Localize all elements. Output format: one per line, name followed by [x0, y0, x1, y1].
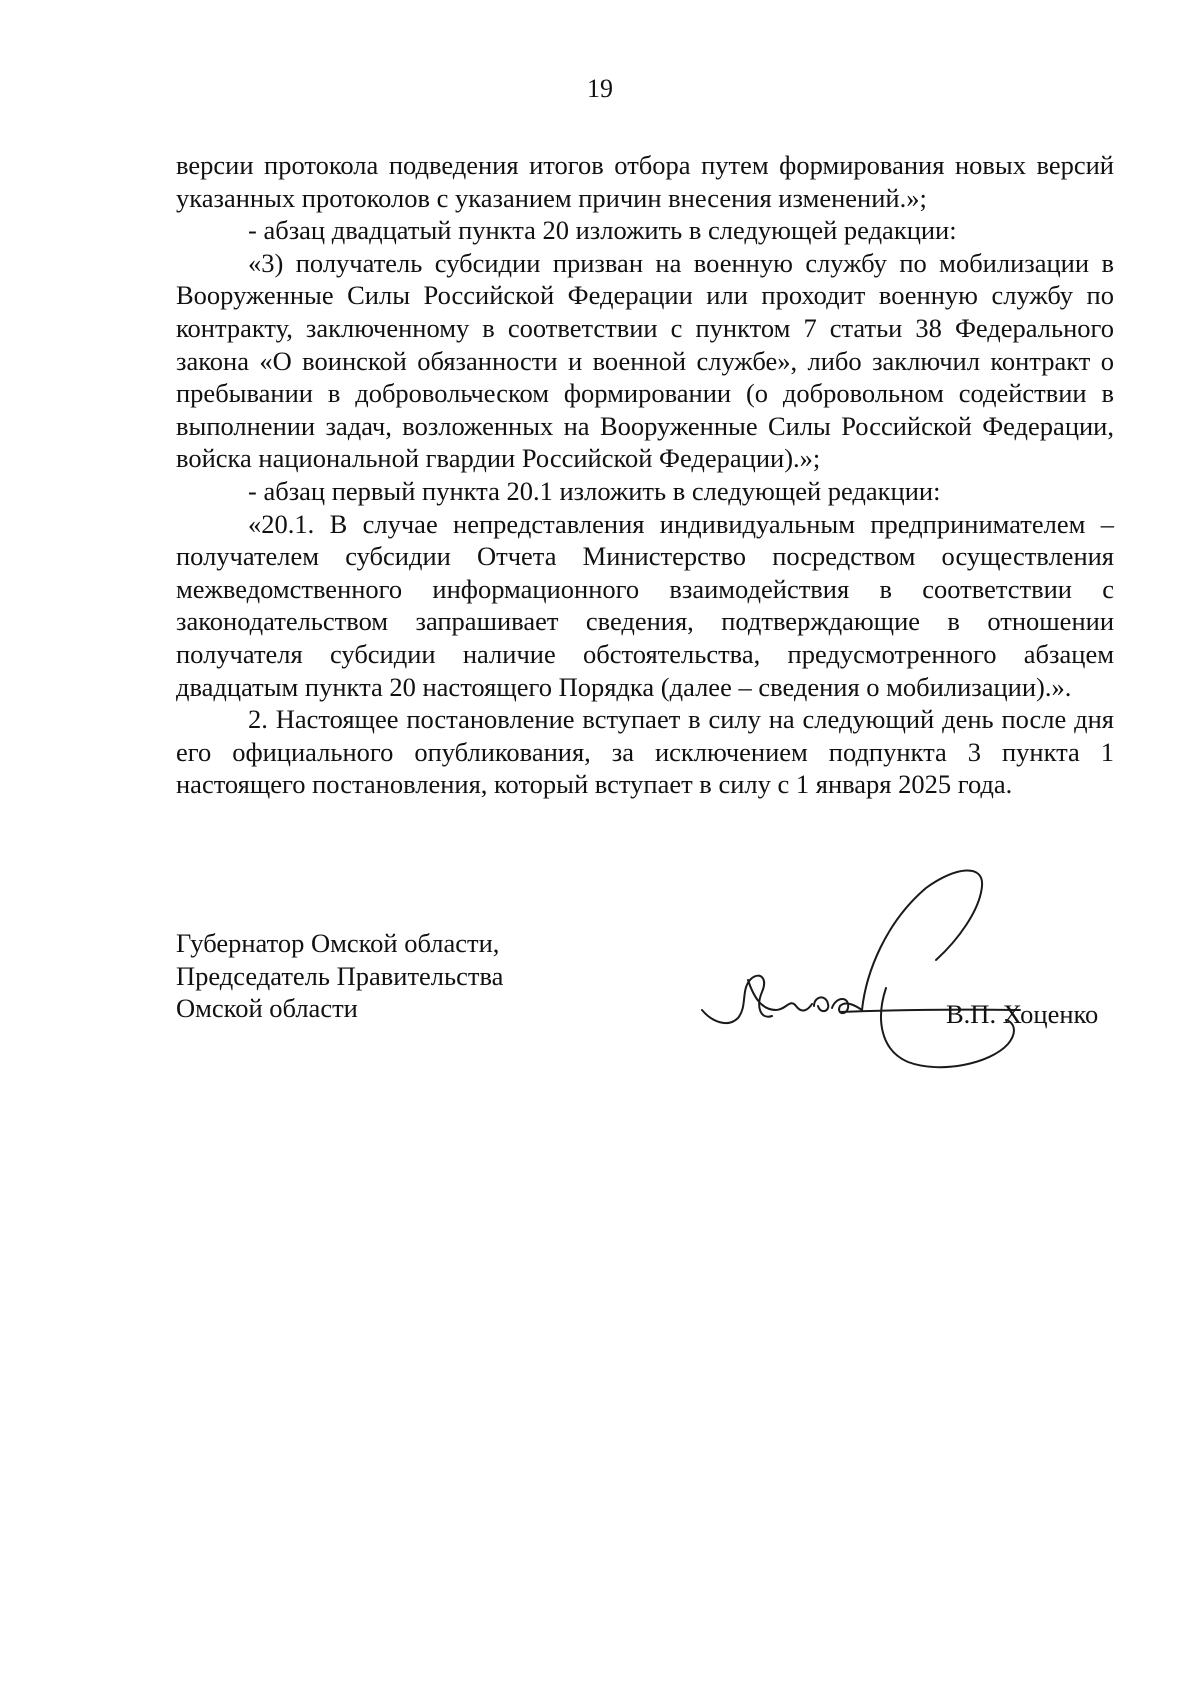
paragraph: версии протокола подведения итогов отбора путем формирования новых версий указанных протоколов с указанием причин внесения изменений.»; — [176, 150, 1114, 213]
paragraph: 2. Настоящее постановление вступает в силу на следующий день после дня его официального опубликования, за исключением подпункта 3 пункта 1 настоящего постановления, который вступает в силу с 1 января 2025 года. — [176, 704, 1114, 800]
paragraph: «3) получатель субсидии призван на военную службу по мобилизации в Вооруженные Силы Российской Федерации или проходит военную службу по контракту, заключенному в соответствии с пунктом 7 статьи 38 Федерального закона «О воинской обязанности и военной службе», либо заключил контракт о пребывании в добровольческом формировании (о добровольном содействии в выполнении задач, возложенных на Вооруженные Силы Российской Федерации, войска национальной гвардии Российской Федерации).»; — [176, 247, 1114, 474]
signatory-title — [176, 927, 503, 1025]
signatory-title-line: Омской области — [176, 993, 358, 1024]
paragraph: - абзац двадцатый пункта 20 изложить в следующей редакции: — [248, 215, 957, 246]
paragraph: «20.1. В случае непредставления индивидуальным предпринимателем – получателем субсидии Отчета Министерство посредством осуществления межведомственного информационного взаимодействия в соответствии с законодательством запрашивает сведения, подтверждающие в отношении получателя субсидии наличие обстоятельства, предусмотренного абзацем двадцатым пункта 20 настоящего Порядка (далее – сведения о мобилизации).». — [176, 508, 1114, 702]
page-number: 19 — [587, 74, 613, 103]
handwritten-signature — [690, 860, 1090, 1080]
signatory-title-line: Председатель Правительства — [176, 960, 504, 991]
signatory-name: В.П. Хоценко — [946, 999, 1099, 1029]
document-body — [176, 149, 1114, 801]
paragraph: - абзац первый пункта 20.1 изложить в следующей редакции: — [248, 475, 941, 506]
signatory-title-line: Губернатор Омской области, — [176, 928, 500, 958]
